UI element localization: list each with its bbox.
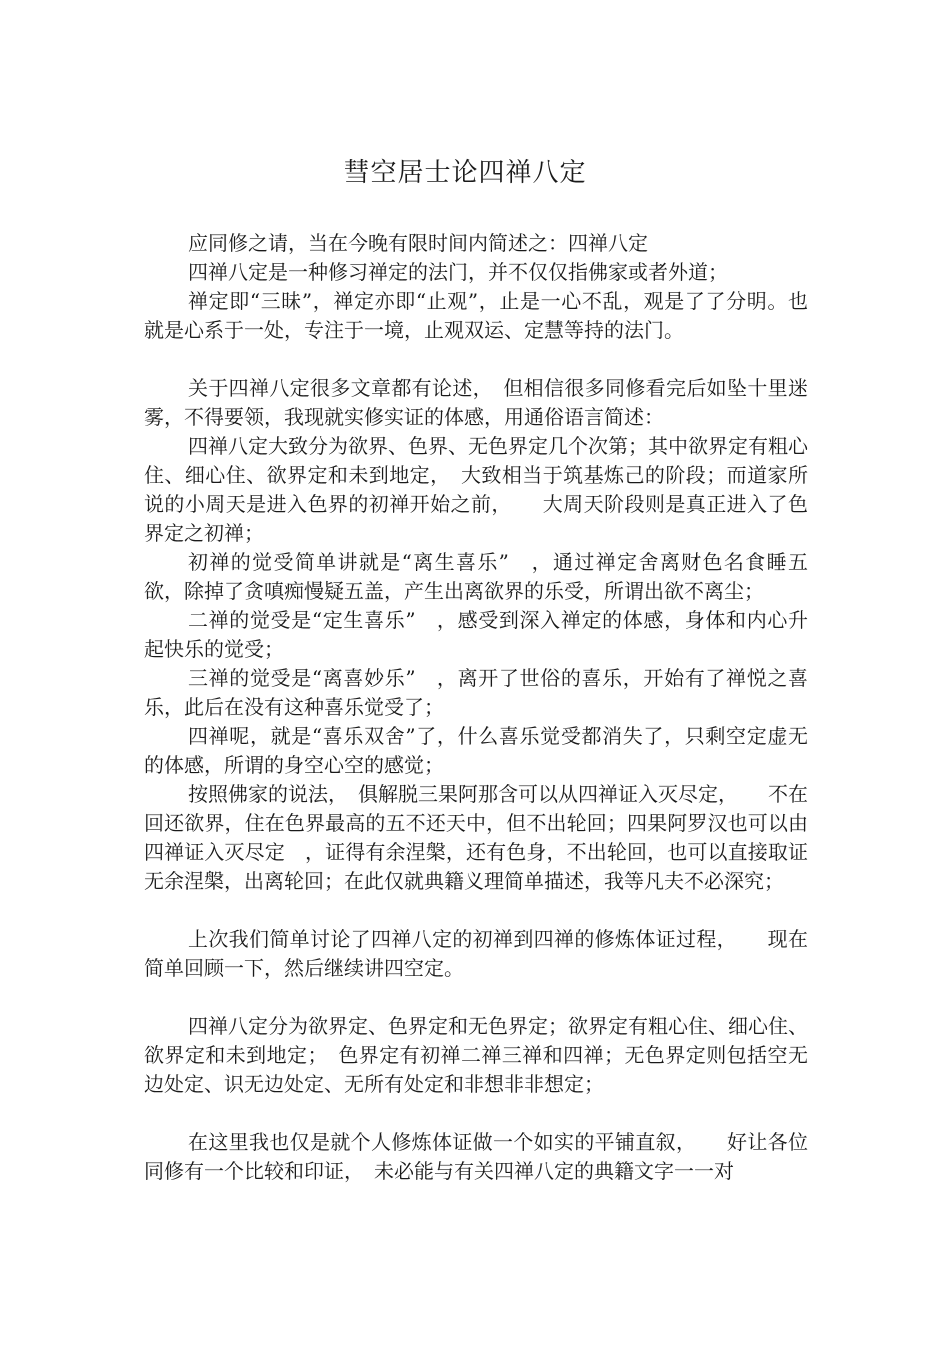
paragraph-third-jhana: 三禅的觉受是“离喜妙乐” ，离开了世俗的喜乐，开始有了禅悦之喜乐，此后在没有这种喜乐觉受了； (144, 666, 808, 719)
paragraph-personal-account: 在这里我也仅是就个人修炼体证做一个如实的平铺直叙， 好让各位同修有一个比较和印证， 未必能与有关四禅八定的典籍文字一一对 (144, 1130, 808, 1183)
paragraph-request: 应同修之请，当在今晚有限时间内简述之：四禅八定 (188, 231, 648, 255)
paragraph-review: 上次我们简单讨论了四禅八定的初禅到四禅的修炼体证过程， 现在简单回顾一下，然后继续讲四空定。 (144, 927, 808, 980)
paragraph-overview: 四禅八定分为欲界定、色界定和无色界定；欲界定有粗心住、细心住、欲界定和未到地定； 色界定有初禅二禅三禅和四禅；无色界定则包括空无边处定、识无边处定、无所有处定和非想非非想定； (144, 1014, 808, 1096)
page-title: 彗空居士论四禅八定 (343, 158, 587, 188)
document-body (144, 229, 808, 1186)
paragraph-first-jhana: 初禅的觉受简单讲就是“离生喜乐” ，通过禅定舍离财色名食睡五欲，除掉了贪嗔痴慢疑五盖，产生出离欲界的乐受，所谓出欲不离尘； (144, 550, 808, 603)
paragraph-fourth-jhana: 四禅呢，就是“喜乐双舍”了，什么喜乐觉受都消失了，只剩空定虚无的体感，所谓的身空心空的感觉； (144, 724, 808, 777)
paragraph-definition: 四禅八定是一种修习禅定的法门，并不仅仅指佛家或者外道； (188, 260, 728, 284)
paragraph-stages: 四禅八定大致分为欲界、色界、无色界定几个次第；其中欲界定有粗心住、细心住、欲界定和未到地定， 大致相当于筑基炼己的阶段；而道家所说的小周天是进入色界的初禅开始之前， 大周天阶段则是真正进入了色界定之初禅； (144, 434, 808, 545)
paragraph-buddhist-view: 按照佛家的说法， 俱解脱三果阿那含可以从四禅证入灭尽定， 不在回还欲界，住在色界最高的五不还天中，但不出轮回；四果阿罗汉也可以由四禅证入灭尽定 ，证得有余涅槃，还有色身，不出轮回，也可以直接取证无余涅槃，出离轮回；在此仅就典籍义理简单描述，我等凡夫不必深究； (144, 782, 808, 893)
paragraph-samadhi: 禅定即“三昧”，禅定亦即“止观”，止是一心不乱，观是了了分明。也就是心系于一处，专注于一境，止观双运、定慧等持的法门。 (144, 289, 808, 342)
paragraph-intro: 关于四禅八定很多文章都有论述， 但相信很多同修看完后如坠十里迷雾，不得要领，我现就实修实证的体感，用通俗语言简述： (144, 376, 808, 429)
paragraph-second-jhana: 二禅的觉受是“定生喜乐” ，感受到深入禅定的体感，身体和内心升起快乐的觉受； (144, 608, 808, 661)
